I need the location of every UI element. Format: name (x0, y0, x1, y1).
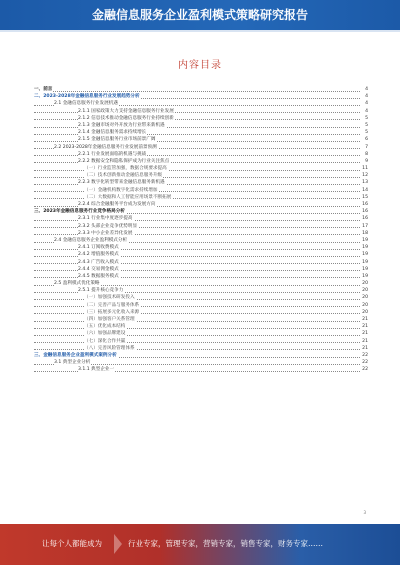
toc-entry-page: 21 (360, 345, 368, 352)
toc-entry-label: 2.4.5 数据服务模式 (78, 273, 119, 279)
page-number: 3 (363, 510, 366, 515)
toc-entry-page: 20 (360, 280, 368, 287)
toc-entry[interactable] (34, 280, 368, 287)
toc-entry-label: 2.3.2 头部企业竞争优势明显 (78, 223, 138, 229)
toc-entry-page: 19 (360, 259, 368, 266)
toc-entry-page: 4 (360, 93, 368, 100)
footer-banner (0, 524, 400, 565)
toc-entry[interactable] (34, 366, 368, 373)
toc-entry[interactable] (34, 172, 368, 179)
toc-entry-label: 2.2.1 行业发展面临的机遇与挑战 (78, 151, 147, 157)
toc-entry[interactable] (34, 201, 368, 208)
toc-entry[interactable] (34, 244, 368, 251)
toc-entry[interactable] (34, 136, 368, 143)
toc-entry-label: 2.1.4 金融信息服务需求持续增长 (78, 130, 147, 136)
toc-entry-label: （一）金融机构数字化需求持续增加 (84, 187, 158, 193)
toc-entry-label: （四）加强客户关系管理 (84, 317, 135, 322)
toc-entry-page: 21 (360, 338, 368, 345)
toc-entry[interactable] (34, 294, 368, 301)
toc-entry-page: 16 (360, 215, 368, 222)
toc-leader-dots (34, 321, 360, 322)
toc-heading: 内容目录 (178, 60, 222, 71)
footer-slogan: 让每个人都能成为 (42, 539, 102, 548)
toc-entry-label: 2.1.2 信息技术推动金融信息服务行业持续创新 (78, 115, 174, 121)
toc-entry[interactable] (34, 187, 368, 194)
toc-entry-page: 14 (360, 187, 368, 194)
toc-entry[interactable] (34, 108, 368, 115)
toc-entry-page: 22 (360, 352, 368, 359)
footer-tags: 行业专家，管理专家，营销专家，销售专家，财务专家…… (128, 539, 323, 548)
toc-leader-dots (34, 198, 360, 199)
toc-leader-dots (34, 170, 360, 171)
toc-entry[interactable] (34, 287, 368, 294)
toc-entry[interactable] (34, 273, 368, 280)
toc-entry-label: 2.3.1 行业集中度逐步提高 (78, 216, 133, 222)
toc-entry-label: 2.4.1 订阅收费模式 (78, 245, 119, 251)
document-title: 金融信息服务企业盈利模式策略研究报告 (91, 8, 308, 22)
toc-entry-page: 17 (360, 223, 368, 230)
toc-entry-label: 2.4.2 增值服务模式 (78, 252, 119, 258)
toc-entry-label: 2.4.3 广告收入模式 (78, 259, 119, 265)
toc-entry[interactable] (34, 352, 368, 359)
toc-entry-label: 2.1.5 金融信息服务行业市场前景广阔 (78, 137, 156, 143)
toc-entry[interactable] (34, 223, 368, 230)
toc-entry-page: 20 (360, 309, 368, 316)
toc-leader-dots (34, 328, 360, 329)
toc-entry-label: 三、金融信息服务企业盈利模式案例分析 (34, 352, 117, 358)
toc-entry[interactable] (34, 359, 368, 366)
toc-entry[interactable] (34, 338, 368, 345)
toc-entry-page: 5 (360, 122, 368, 129)
toc-entry-label: （一）加强技术研发投入 (84, 295, 135, 301)
toc-entry-page: 4 (360, 108, 368, 115)
toc-entry[interactable] (34, 316, 368, 323)
toc-entry-page: 9 (360, 158, 368, 165)
toc-entry[interactable] (34, 309, 368, 316)
toc-entry-label: （三）拓展多元化收入来源 (84, 309, 140, 315)
toc-entry-label: （七）深化合作共赢 (84, 338, 126, 344)
toc-entry[interactable] (34, 179, 368, 186)
toc-entry-page: 20 (360, 287, 368, 294)
toc-entry[interactable] (34, 266, 368, 273)
toc-entry-label: 3.1.1 典型企业一 (78, 367, 115, 373)
toc-entry[interactable] (34, 93, 368, 100)
toc-entry-label: 二、2023-2028年金融信息服务行业发展趋势分析 (34, 94, 140, 100)
toc-entry-label: 2.1 金融信息服务行业发展机遇 (54, 101, 118, 107)
toc-entry[interactable] (34, 158, 368, 165)
toc-leader-dots (34, 342, 360, 343)
toc-entry-page: 7 (360, 144, 368, 151)
toc-entry-label: 2.1.3 金融市场对外开放为行业带来新机遇 (78, 122, 165, 128)
toc-entry-label: 3.1 典型企业分析 (54, 360, 91, 366)
toc-entry[interactable] (34, 323, 368, 330)
toc-leader-dots (34, 91, 360, 92)
toc-entry-label: 三、2023年金融信息服务行业竞争格局分析 (34, 209, 125, 215)
toc-entry-page: 12 (360, 172, 368, 179)
toc-entry-page: 6 (360, 136, 368, 143)
toc-entry-page: 11 (360, 165, 368, 172)
toc-entry-page: 16 (360, 208, 368, 215)
toc-entry-label: 2.2 2023-2028年金融信息服务行业发展前景预测 (54, 144, 157, 150)
toc-entry-page: 22 (360, 366, 368, 373)
arrow-icon (114, 534, 122, 554)
toc-entry[interactable] (34, 165, 368, 172)
toc-leader-dots (34, 299, 360, 300)
toc-entry[interactable] (34, 345, 368, 352)
toc-entry-label: 2.4.4 交易佣金模式 (78, 266, 119, 272)
toc-entry-page: 15 (360, 194, 368, 201)
toc-entry-page: 4 (360, 86, 368, 93)
toc-entry-page: 5 (360, 115, 368, 122)
toc-entry[interactable] (34, 100, 368, 107)
toc-entry-label: （一）行业监管加强，数据合规要求提高 (84, 166, 167, 172)
toc-entry-label: （二）完善产品与服务体系 (84, 302, 140, 308)
toc-entry[interactable] (34, 86, 368, 93)
toc-entry[interactable] (34, 208, 368, 215)
toc-entry-page: 19 (360, 251, 368, 258)
toc-entry-label: 2.3.3 中小企业差异化发展 (78, 230, 133, 236)
toc-entry-page: 16 (360, 201, 368, 208)
toc-entry-label: 2.5 盈利模式优化策略 (54, 281, 100, 287)
toc-entry-label: 2.2.3 数字化转型带来金融信息服务新机遇 (78, 180, 165, 186)
toc-entry-label: 2.5.1 提升核心竞争力 (78, 288, 124, 294)
toc-entry-label: 2.1.1 国家政策大力支持金融信息服务行业发展 (78, 108, 174, 114)
toc-entry-label: 一、前言 (34, 87, 53, 92)
toc-entry-label: 2.4 金融信息服务企业盈利模式分析 (54, 237, 128, 243)
toc-entry-page: 19 (360, 237, 368, 244)
toc-leader-dots (34, 313, 360, 314)
toc-entry-page: 4 (360, 100, 368, 107)
toc-entry-page: 18 (360, 230, 368, 237)
toc-entry-page: 21 (360, 330, 368, 337)
toc-leader-dots (34, 349, 360, 350)
toc-entry-page: 21 (360, 316, 368, 323)
toc-entry-page: 19 (360, 266, 368, 273)
toc-entry[interactable] (34, 251, 368, 258)
toc-entry-page: 5 (360, 129, 368, 136)
toc-entry-page: 20 (360, 302, 368, 309)
toc-entry-label: （八）完善风险管理体系 (84, 345, 135, 351)
toc-entry-label: 2.2.2 数据安全和隐私保护成为行业关注焦点 (78, 158, 170, 164)
toc-entry-page: 22 (360, 359, 368, 366)
toc-entry[interactable] (34, 259, 368, 266)
toc-entry[interactable] (34, 215, 368, 222)
header-divider (0, 30, 400, 32)
toc-entry[interactable] (34, 129, 368, 136)
table-of-contents (34, 86, 368, 374)
toc-entry-label: （六）加强品牌建设 (84, 331, 126, 337)
toc-entry-page: 13 (360, 179, 368, 186)
toc-entry[interactable] (34, 330, 368, 337)
toc-entry-label: （二）大数据和人工智能应用场景不断拓展 (84, 194, 172, 200)
toc-leader-dots (34, 177, 360, 178)
toc-leader-dots (34, 335, 360, 336)
toc-entry[interactable] (34, 115, 368, 122)
toc-entry[interactable] (34, 230, 368, 237)
toc-leader-dots (34, 191, 360, 192)
toc-entry-label: 2.2.4 综合金融服务平台成为发展方向 (78, 202, 156, 207)
toc-entry[interactable] (34, 144, 368, 151)
toc-entry[interactable] (34, 194, 368, 201)
toc-entry[interactable] (34, 151, 368, 158)
toc-entry-label: （二）技术创新推动金融信息服务升级 (84, 173, 163, 179)
toc-entry-page: 19 (360, 273, 368, 280)
toc-entry-page: 8 (360, 151, 368, 158)
toc-leader-dots (34, 306, 360, 307)
toc-entry[interactable] (34, 237, 368, 244)
toc-entry-page: 21 (360, 323, 368, 330)
toc-entry[interactable] (34, 122, 368, 129)
toc-entry-page: 20 (360, 294, 368, 301)
toc-entry[interactable] (34, 302, 368, 309)
toc-entry-label: （五）优化成本结构 (84, 324, 126, 330)
toc-entry-page: 19 (360, 244, 368, 251)
